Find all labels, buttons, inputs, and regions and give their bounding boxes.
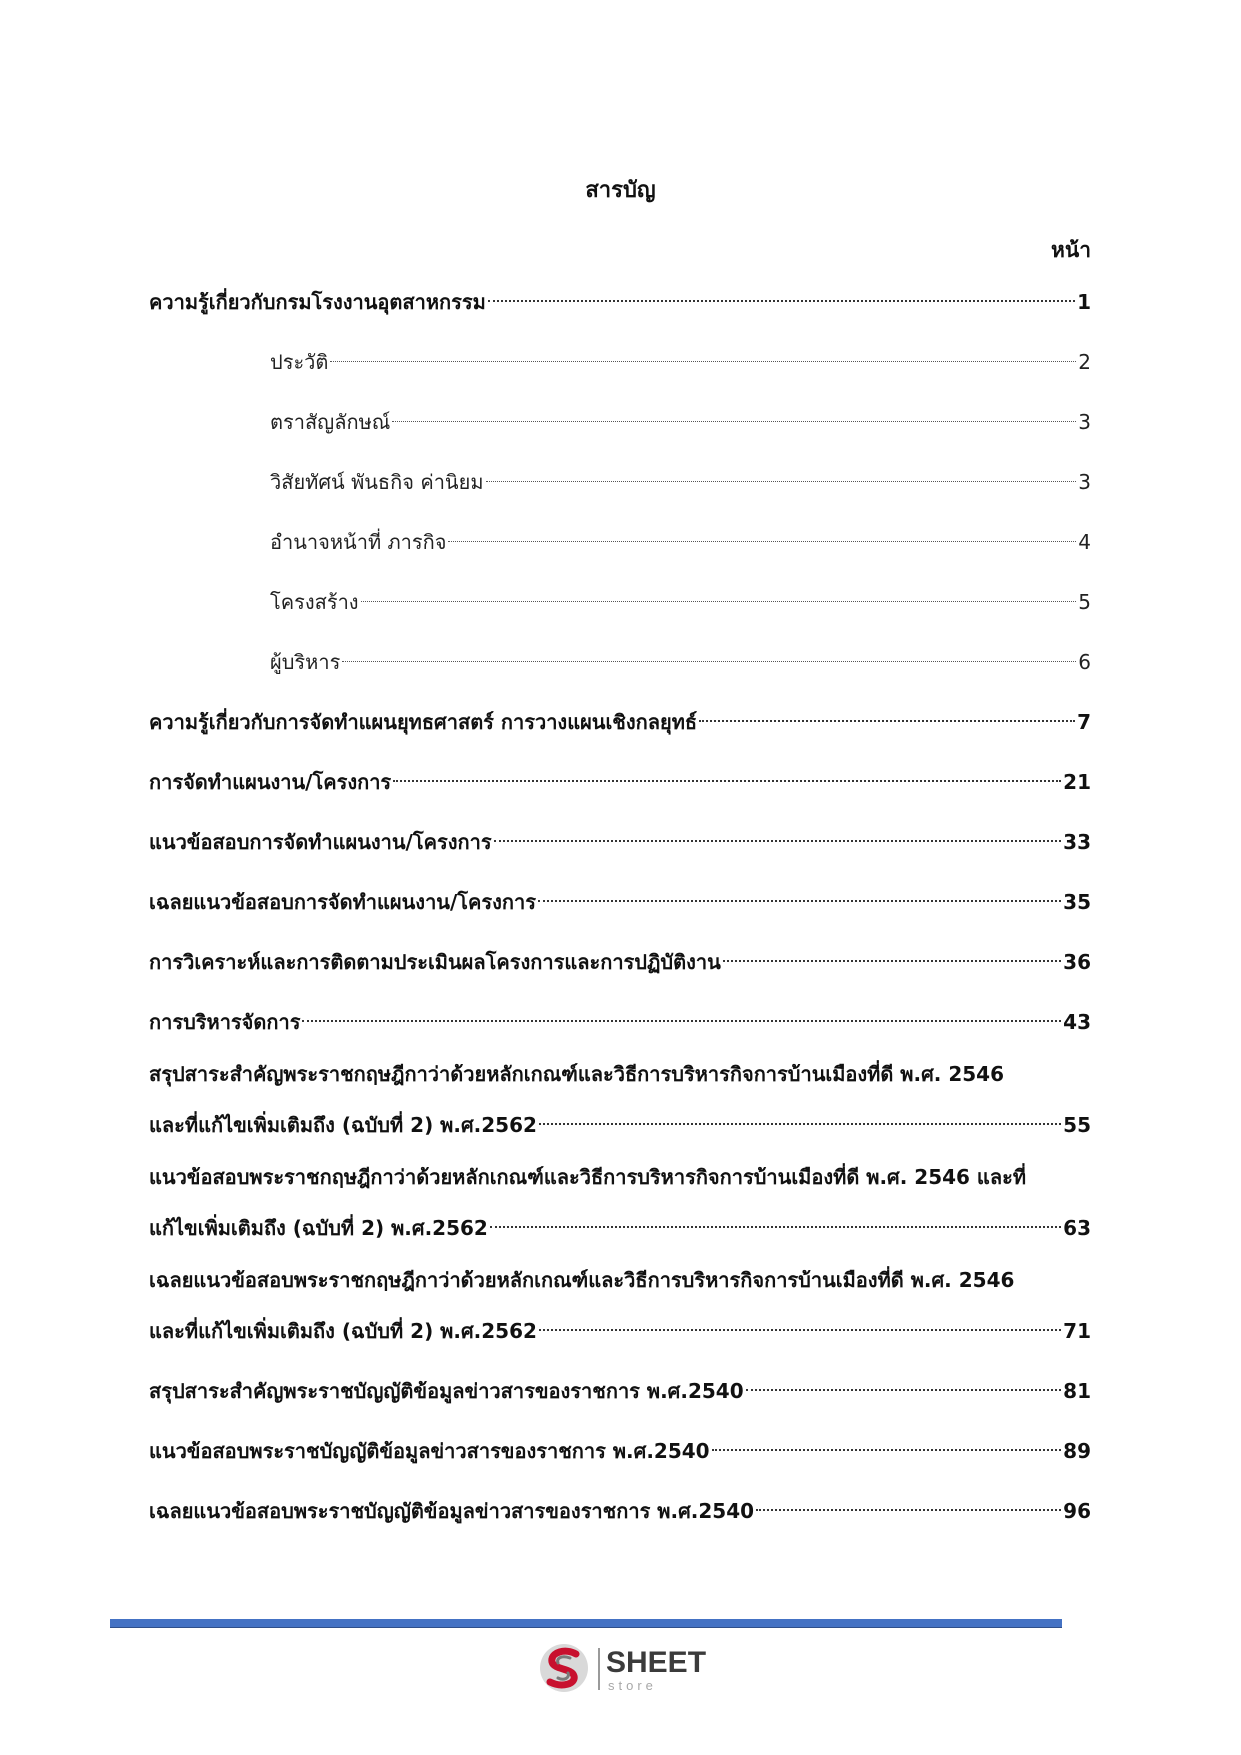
dot-leader (699, 699, 1075, 729)
toc-entry-title: แนวข้อสอบพระราชกฤษฎีกาว่าด้วยหลักเกณฑ์และวิธีการบริหารกิจการบ้านเมืองที่ดี พ.ศ. 2546 และที่ (149, 1165, 1027, 1189)
dot-leader (746, 1368, 1062, 1398)
dot-leader (330, 339, 1076, 369)
logo-wordmark: SHEET (606, 1646, 707, 1679)
toc-entry (149, 819, 1091, 857)
toc-entry (149, 879, 1091, 917)
toc-entry-title: สรุปสาระสำคัญพระราชกฤษฎีกาว่าด้วยหลักเกณฑ์และวิธีการบริหารกิจการบ้านเมืองที่ดี พ.ศ. 2546 (149, 1062, 1004, 1086)
toc-entry-title: การวิเคราะห์และการติดตามประเมินผลโครงการและการปฏิบัติงาน (149, 950, 721, 974)
dot-leader (393, 759, 1061, 789)
toc-entry (149, 1368, 1091, 1406)
sheet-store-logo (536, 1640, 711, 1696)
toc-entry-title: ประวัติ (270, 350, 329, 374)
toc-entry-title: การบริหารจัดการ (149, 1010, 301, 1034)
toc-entry-title: แนวข้อสอบพระราชบัญญัติข้อมูลข่าวสารของราชการ พ.ศ.2540 (149, 1439, 710, 1463)
toc-page-number: 35 (1063, 890, 1091, 914)
toc-entry-title: อำนาจหน้าที่ ภารกิจ (270, 530, 447, 554)
toc-entry-title: และที่แก้ไขเพิ่มเติมถึง (ฉบับที่ 2) พ.ศ.2562 (149, 1113, 537, 1137)
toc-page-number: 63 (1063, 1216, 1091, 1240)
toc-page-number: 5 (1078, 590, 1091, 614)
toc-entry (149, 939, 1091, 977)
toc-subentry (270, 519, 1091, 557)
toc-entry-title: การจัดทำแผนงาน/โครงการ (149, 770, 392, 794)
toc-entry-title: โครงสร้าง (270, 590, 359, 614)
dot-leader (486, 459, 1077, 489)
toc-entry (149, 1162, 1091, 1243)
toc-entry-title: เฉลยแนวข้อสอบพระราชบัญญัติข้อมูลข่าวสารของราชการ พ.ศ.2540 (149, 1499, 755, 1523)
toc-entry-title: สรุปสาระสำคัญพระราชบัญญัติข้อมูลข่าวสารของราชการ พ.ศ.2540 (149, 1379, 744, 1403)
toc-page-number: 55 (1063, 1113, 1091, 1137)
toc-entry-title: วิสัยทัศน์ พันธกิจ ค่านิยม (270, 470, 484, 494)
footer-divider (110, 1619, 1062, 1628)
toc-entry-title: ความรู้เกี่ยวกับกรมโรงงานอุตสาหกรรม (149, 290, 486, 314)
dot-leader (302, 999, 1061, 1029)
toc-page-number: 3 (1078, 470, 1091, 494)
toc-page-number: 89 (1063, 1439, 1091, 1463)
toc-page-number: 36 (1063, 950, 1091, 974)
toc-subentry (270, 399, 1091, 437)
toc-page-number: 7 (1077, 710, 1091, 734)
toc-entry (149, 1428, 1091, 1466)
toc-entry (149, 1265, 1091, 1346)
toc-page-number: 96 (1063, 1499, 1091, 1523)
logo-separator (598, 1648, 600, 1690)
toc-entry-title: ผู้บริหาร (270, 650, 341, 674)
toc-page-number: 43 (1063, 1010, 1091, 1034)
dot-leader (494, 819, 1062, 849)
toc-entry (149, 759, 1091, 797)
toc-page-number: 2 (1078, 350, 1091, 374)
toc-entry-title: และที่แก้ไขเพิ่มเติมถึง (ฉบับที่ 2) พ.ศ.2562 (149, 1319, 537, 1343)
dot-leader (490, 1205, 1061, 1235)
toc-page-number: 4 (1078, 530, 1091, 554)
dot-leader (723, 939, 1061, 969)
toc-entry-title: ความรู้เกี่ยวกับการจัดทำแผนยุทธศาสตร์ การวางแผนเชิงกลยุทธ์ (149, 710, 698, 734)
toc-entry-title: เฉลยแนวข้อสอบพระราชกฤษฎีกาว่าด้วยหลักเกณฑ์และวิธีการบริหารกิจการบ้านเมืองที่ดี พ.ศ. 2546 (149, 1268, 1015, 1292)
toc-subentry (270, 579, 1091, 617)
toc-subentry (270, 459, 1091, 497)
dot-leader (539, 1308, 1061, 1338)
page-title: สารบัญ (585, 178, 656, 203)
dot-leader (342, 639, 1076, 669)
dot-leader (539, 1102, 1061, 1132)
toc-page-number: 6 (1078, 650, 1091, 674)
toc-entry-title: เฉลยแนวข้อสอบการจัดทำแผนงาน/โครงการ (149, 890, 536, 914)
toc-subentry (270, 339, 1091, 377)
toc-entry-title: แก้ไขเพิ่มเติมถึง (ฉบับที่ 2) พ.ศ.2562 (149, 1216, 488, 1240)
toc-page-number: 21 (1063, 770, 1091, 794)
toc-page-number: 1 (1077, 290, 1091, 314)
toc-subentry (270, 639, 1091, 677)
dot-leader (392, 399, 1076, 429)
dot-leader (712, 1428, 1062, 1458)
toc-page-number: 81 (1063, 1379, 1091, 1403)
toc-entry (149, 1488, 1091, 1526)
toc-entry (149, 1059, 1091, 1140)
toc-page-number: 71 (1063, 1319, 1091, 1343)
dot-leader (538, 879, 1061, 909)
toc-entry (149, 999, 1091, 1037)
toc-entry (149, 279, 1091, 317)
toc-entry (149, 699, 1091, 737)
logo-subtitle: store (608, 1678, 657, 1693)
dot-leader (756, 1488, 1061, 1518)
toc-page-number: 33 (1063, 830, 1091, 854)
dot-leader (488, 279, 1075, 309)
sheet-store-logo-icon (536, 1640, 592, 1696)
dot-leader (448, 519, 1076, 549)
toc-entry-title: แนวข้อสอบการจัดทำแผนงาน/โครงการ (149, 830, 492, 854)
page-number-column-header: หน้า (1051, 238, 1091, 262)
toc-page-number: 3 (1078, 410, 1091, 434)
toc-entry-title: ตราสัญลักษณ์ (270, 410, 391, 434)
dot-leader (361, 579, 1077, 609)
